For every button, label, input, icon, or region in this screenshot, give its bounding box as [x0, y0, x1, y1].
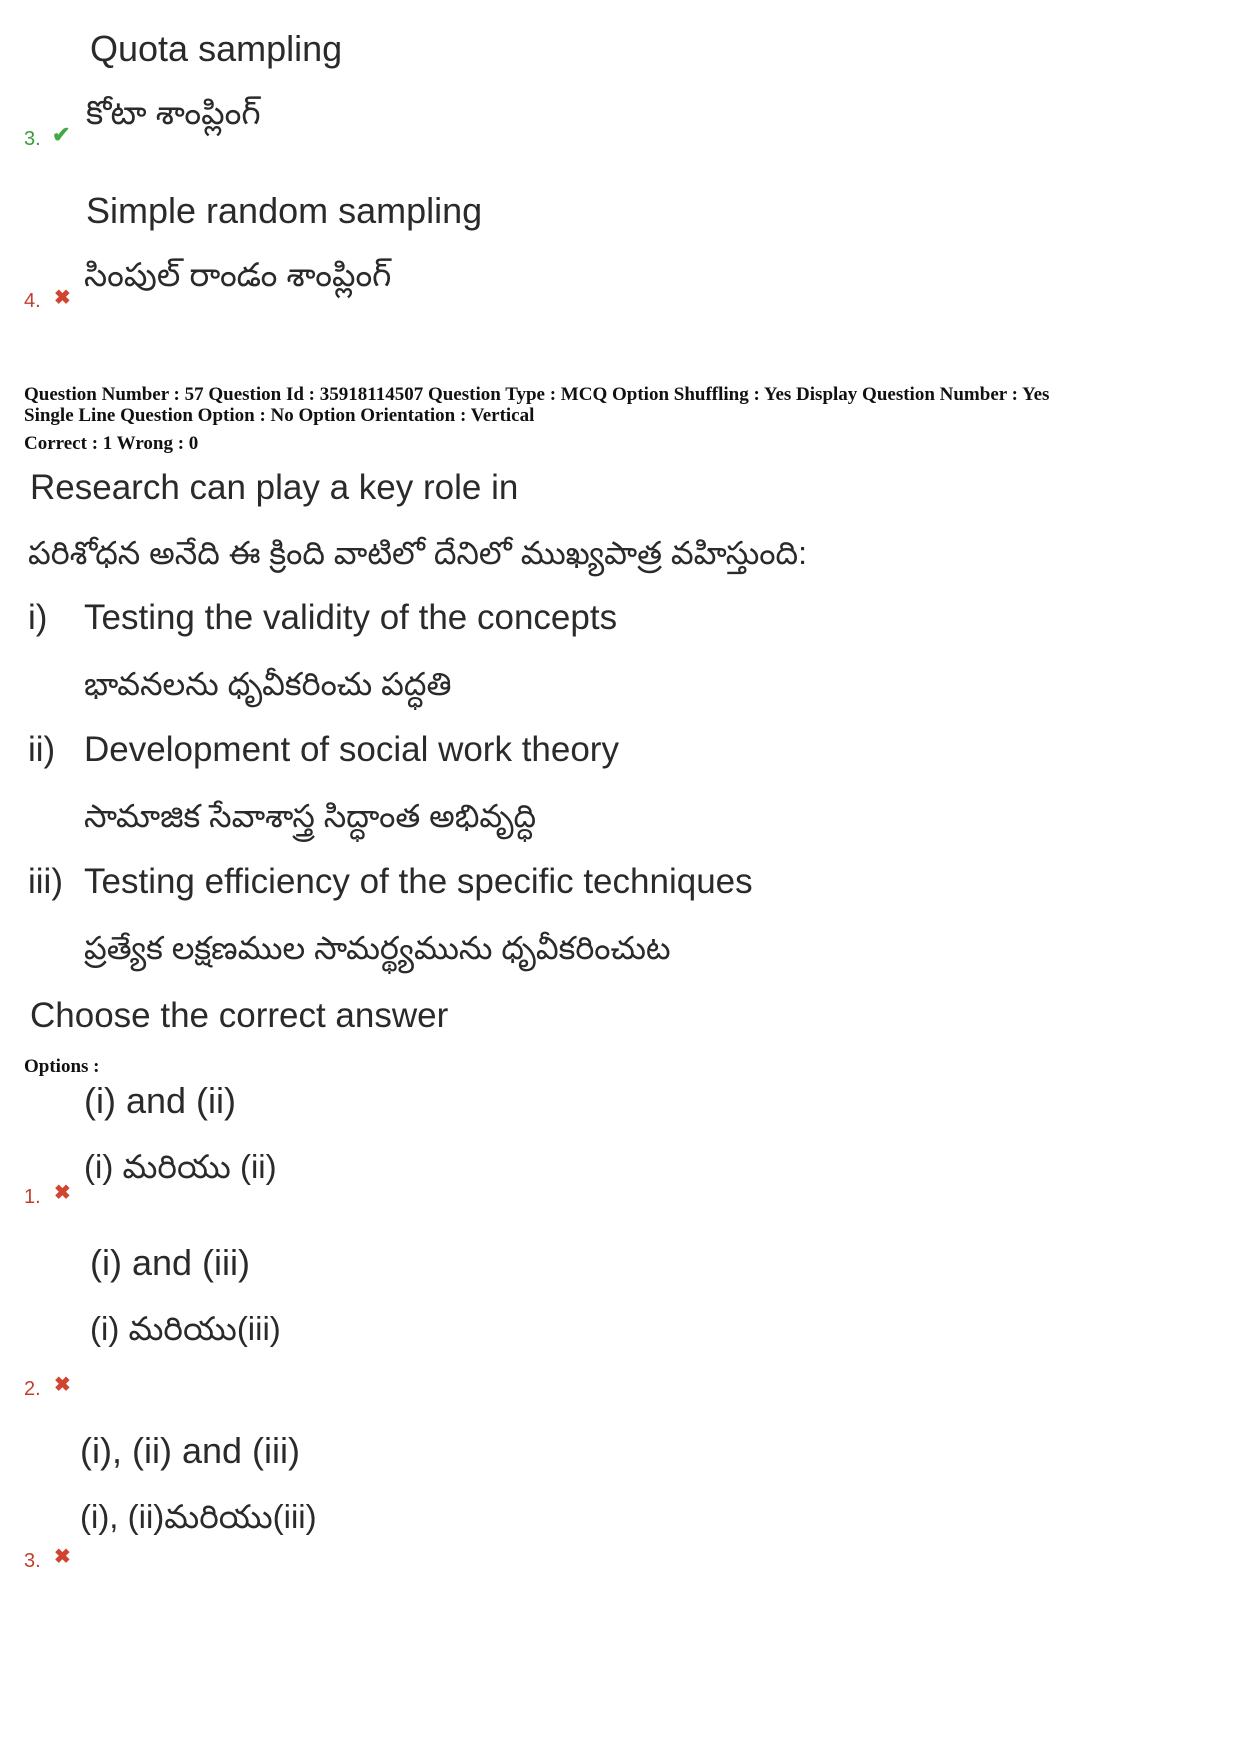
- option-number: 3.: [24, 128, 41, 150]
- option-text-te: (i) మరియు (ii): [84, 1148, 277, 1185]
- option-number: 3.: [24, 1550, 41, 1572]
- statement-text-en: Testing the validity of the concepts: [84, 598, 618, 637]
- option-text-en: Quota sampling: [90, 28, 343, 69]
- question-meta-line2: Single Line Question Option : No Option Orientation : Vertical: [24, 405, 535, 426]
- cross-icon: ✖: [54, 1182, 71, 1204]
- option-text-te: (i), (ii)మరియు(iii): [80, 1498, 317, 1535]
- statement-numeral: i): [28, 598, 48, 637]
- statement-numeral: iii): [28, 862, 63, 901]
- statement-text-te: సామాజిక సేవాశాస్త్ర సిద్ధాంత అభివృద్ధి: [84, 798, 537, 834]
- option-number: 4.: [24, 290, 41, 312]
- statement-text-en: Testing efficiency of the specific techniques: [84, 862, 753, 901]
- statement-text-en: Development of social work theory: [84, 730, 619, 769]
- option-text-en: (i) and (ii): [84, 1080, 237, 1121]
- cross-icon: ✖: [54, 1546, 71, 1568]
- statement-numeral: ii): [28, 730, 56, 769]
- option-text-en: (i), (ii) and (iii): [80, 1430, 300, 1471]
- question-marks: Correct : 1 Wrong : 0: [24, 433, 199, 454]
- option-number: 1.: [24, 1186, 41, 1208]
- option-text-te: సింపుల్ రాండం శాంప్లింగ్: [84, 256, 392, 293]
- check-icon: ✔: [52, 122, 71, 147]
- question-stem-en: Research can play a key role in: [30, 468, 519, 507]
- option-text-te: కోటా శాంప్లింగ్: [86, 94, 261, 131]
- options-label: Options :: [24, 1056, 100, 1077]
- option-text-en: Simple random sampling: [86, 190, 483, 231]
- option-text-en: (i) and (iii): [90, 1242, 251, 1283]
- cross-icon: ✖: [54, 1374, 71, 1396]
- cross-icon: ✖: [54, 287, 71, 309]
- option-text-te: (i) మరియు(iii): [90, 1310, 281, 1347]
- question-meta-line1: Question Number : 57 Question Id : 35918114507 Question Type : MCQ Option Shuffling : Yes Display Question Number : Yes: [24, 384, 1050, 405]
- question-stem-te: పరిశోధన అనేది ఈ క్రింది వాటిలో దేనిలో ముఖ్యపాత్ర వహిస్తుంది:: [28, 535, 807, 571]
- option-number: 2.: [24, 1378, 41, 1400]
- statement-text-te: ప్రత్యేక లక్షణముల సామర్థ్యమును ధృవీకరించుట: [84, 930, 671, 966]
- statement-text-te: భావనలను ధృవీకరించు పద్ధతి: [84, 666, 452, 702]
- question-instruction: Choose the correct answer: [30, 996, 449, 1035]
